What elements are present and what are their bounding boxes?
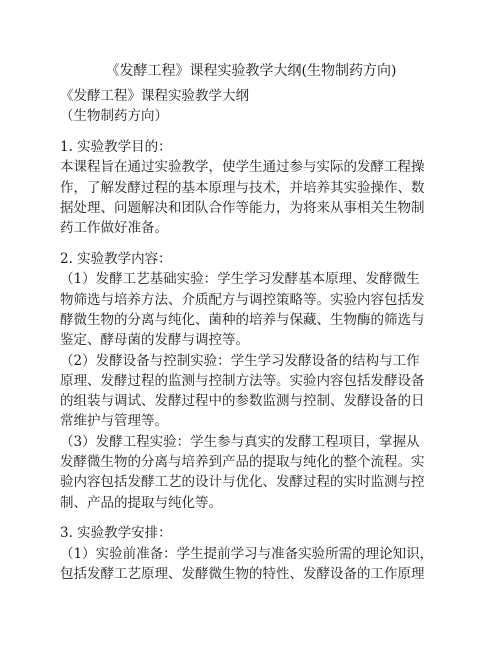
- body-line: （3）发酵工程实验：学生参与真实的发酵工程项目，掌握从: [60, 433, 420, 450]
- body-line: 鉴定、酵母菌的发酵与调控等。: [60, 332, 249, 349]
- section-heading: 3. 实验教学安排：: [60, 525, 172, 542]
- paragraph-gap: [60, 239, 448, 250]
- header-subline: （生物制药方向）: [60, 108, 168, 125]
- body-line: 酵微生物的分离与纯化、菌种的培养与保藏、生物酶的筛选与: [60, 311, 425, 328]
- section-heading: 2. 实验教学内容：: [60, 251, 172, 268]
- body-line: 的组装与调试、发酵过程中的参数监测与控制、发酵设备的日: [60, 393, 425, 410]
- body-line: （2）发酵设备与控制实验：学生学习发酵设备的结构与工作: [60, 352, 420, 369]
- body-line: 验内容包括发酵工艺的设计与优化、发酵过程的实时监测与控: [60, 474, 425, 491]
- body-line: 制、产品的提取与纯化等。: [60, 494, 222, 511]
- document-title: 《发酵工程》课程实验教学大纲(生物制药方向): [105, 63, 397, 79]
- paragraph-gap: [60, 513, 448, 524]
- body-line: 作，了解发酵过程的基本原理与技术，并培养其实验操作、数: [60, 179, 425, 196]
- body-line: 发酵微生物的分离与培养到产品的提取与纯化的整个流程。实: [60, 454, 425, 471]
- header-line: 《发酵工程》课程实验教学大纲: [60, 88, 249, 104]
- body-line: 物筛选与培养方法、介质配方与调控策略等。实验内容包括发: [60, 291, 425, 308]
- document-body: [60, 86, 448, 584]
- body-line: 本课程旨在通过实验教学，使学生通过参与实际的发酵工程操: [60, 159, 425, 176]
- body-line: 据处理、问题解决和团队合作等能力，为将来从事相关生物制: [60, 199, 425, 216]
- body-line: （1）发酵工艺基础实验：学生学习发酵基本原理、发酵微生: [60, 271, 420, 288]
- body-line: 包括发酵工艺原理、发酵微生物的特性、发酵设备的工作原理: [60, 566, 425, 583]
- body-line: 原理、发酵过程的监测与控制方法等。实验内容包括发酵设备: [60, 372, 425, 389]
- body-line: 药工作做好准备。: [60, 220, 168, 237]
- body-line: （1）实验前准备：学生提前学习与准备实验所需的理论知识，: [60, 545, 434, 562]
- paragraph-gap: [60, 127, 448, 138]
- body-line: 常维护与管理等。: [60, 413, 168, 430]
- section-heading: 1. 实验教学目的：: [60, 139, 172, 156]
